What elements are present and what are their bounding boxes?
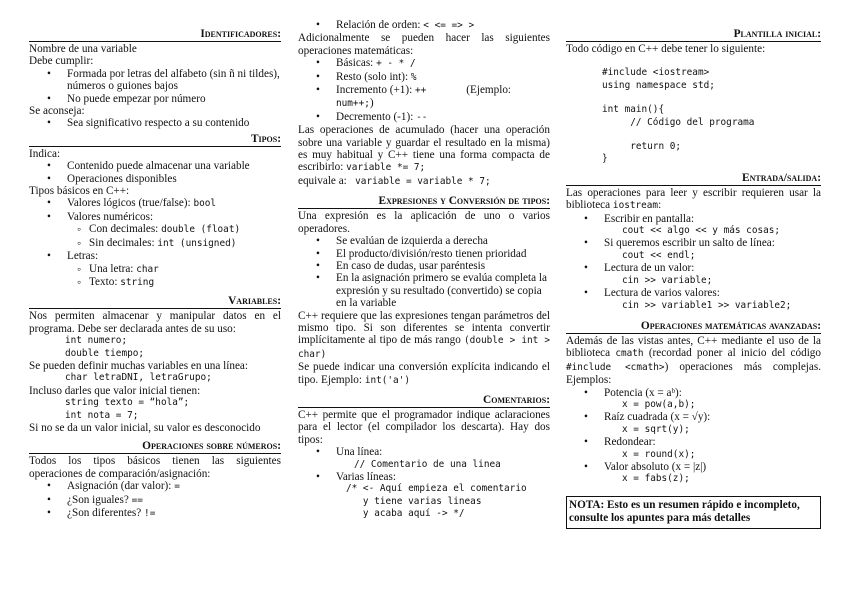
order-code: < <= => >	[423, 20, 475, 31]
variables-multi: Se pueden definir muchas variables en una línea:	[29, 359, 249, 372]
io-label: Si queremos escribir un salto de línea:	[604, 237, 775, 250]
identificadores-rules	[29, 68, 281, 105]
neq-label: ¿Son diferentes?	[67, 507, 145, 519]
comments-intro: C++ permite que el programador indique aclaraciones para el lector (el compilador los descarta). Hay dos tipos:	[298, 408, 550, 446]
math-intro-code2: #include <cmath>	[566, 361, 665, 373]
order-list	[298, 19, 550, 32]
math-intro-b: (recordad poner al inicio del código	[643, 347, 821, 360]
nodec-label: Sin decimales:	[89, 236, 158, 249]
math-list	[566, 387, 821, 486]
variables-code-3b: int nota = 7;	[65, 409, 139, 421]
comments-list	[298, 446, 550, 458]
variables-outro: Si no se da un valor inicial, su valor es desconocido	[29, 421, 261, 434]
column-3	[566, 22, 821, 529]
math-intro-code1: cmath	[615, 348, 644, 360]
dec-label: Con decimales:	[89, 223, 162, 236]
logic-label: Valores lógicos (true/false):	[67, 197, 194, 210]
list-item	[566, 287, 821, 312]
list-item	[566, 237, 821, 262]
math-label: Potencia (x = aᵇ):	[604, 386, 682, 399]
list-item	[29, 480, 281, 493]
io-intro-end: :	[658, 199, 662, 212]
rest-label: Resto (solo int):	[336, 70, 411, 83]
expr-intro: Una expresión es la aplicación de uno o varios operadores.	[298, 210, 550, 235]
comments-code-multi-2: y tiene varias lineas	[346, 495, 482, 507]
heading-variables: Variables:	[29, 295, 281, 309]
comments-code-multi-1: /* <- Aquí empieza el comentario	[346, 483, 527, 495]
list-item	[298, 84, 550, 111]
code-line: }	[602, 153, 608, 165]
note-box: NOTA: Esto es un resumen rápido e incompleto, consulte los apuntes para más detalles	[566, 496, 821, 529]
column-2	[298, 13, 550, 521]
heading-entrada-salida: Entrada/salida:	[566, 172, 821, 186]
list-item	[29, 197, 281, 210]
list-item: • El producto/división/resto tienen prioridad	[298, 248, 550, 260]
code-line: #include <iostream>	[602, 67, 710, 79]
numeric-sublist	[67, 223, 281, 250]
list-item	[566, 436, 821, 461]
one-line-label: Una línea:	[336, 446, 383, 459]
io-intro-text: Las operaciones para leer y escribir requieren usar la biblioteca	[566, 186, 821, 212]
list-item: • Formada por letras del alfabeto (sin ñ ni tildes), números o guiones bajos	[29, 68, 281, 93]
order-label: Relación de orden:	[336, 19, 424, 31]
list-item	[67, 237, 281, 250]
expr-p1-text: C++ requiere que las expresiones tengan parámetros del mismo tipo. Si son diferentes se intenta convertir implícitamente al tipo de más rango	[298, 309, 550, 347]
list-item	[298, 57, 550, 70]
comments-code-multi-3: y acaba aquí -> */	[346, 508, 465, 520]
list-item	[298, 19, 550, 32]
io-label: Lectura de varios valores:	[604, 287, 720, 300]
list-item	[29, 507, 281, 520]
tipos-basic-list	[29, 197, 281, 289]
list-item: • Se evalúan de izquierda a derecha	[298, 235, 550, 247]
rest-code: %	[410, 71, 417, 83]
variables-intro: Nos permiten almacenar y manipular datos en el programa. Debe ser declarada antes de su uso:	[29, 310, 281, 335]
equiv-text	[298, 175, 550, 188]
math-ops-list	[298, 57, 550, 124]
list-item: • En la asignación primero se evalúa completa la expresión y su resultado (convertido) se copia en la variable	[298, 272, 550, 309]
list-item	[566, 461, 821, 486]
tipos-items	[29, 160, 281, 185]
variables-code-1a: int numero;	[65, 335, 128, 347]
math-intro-a: Además de las vistas antes, C++ mediante el uso de la biblioteca	[566, 334, 821, 360]
tipos-indica: Indica:	[29, 147, 61, 160]
list-item	[29, 211, 281, 250]
letter-code: char	[136, 263, 159, 275]
comments-list-2	[298, 471, 550, 483]
list-item: • Sea significativo respecto a su contenido	[29, 117, 281, 129]
comments-code-one: // Comentario de una linea	[354, 458, 501, 470]
code-line: return 0;	[602, 141, 682, 153]
dec-label: Decremento (-1):	[336, 110, 417, 123]
variables-init: Incluso darles que valor inicial tienen:	[29, 384, 201, 397]
math-intro	[566, 335, 821, 387]
io-label: Lectura de un valor:	[604, 262, 695, 275]
code-line	[566, 92, 821, 104]
math-label: Raíz cuadrada (x = √y):	[604, 411, 711, 424]
ops-intro: Todos los tipos básicos tienen las siguientes operaciones de comparación/asignación:	[29, 455, 281, 480]
neq-code: !=	[144, 508, 156, 519]
math-code: x = pow(a,b);	[622, 398, 696, 410]
math-code: x = sqrt(y);	[622, 423, 690, 435]
heading-comentarios: Comentarios:	[298, 394, 550, 408]
template-code	[566, 67, 821, 165]
accum-label: Las operaciones de acumulado (hacer una operación sobre una variable y guardar el resultado en la misma) es muy habitual y C++ tiene una forma compacta de escribirlo:	[298, 124, 550, 174]
list-item	[566, 213, 821, 238]
ops-list	[29, 480, 281, 520]
expr-p1-code: (double > int > char)	[298, 335, 550, 360]
heading-plantilla: Plantilla inicial:	[566, 28, 821, 42]
expr-p2	[298, 361, 550, 387]
io-code: cin >> variable;	[622, 274, 713, 286]
inc-example-close: )	[369, 97, 374, 110]
list-item	[298, 111, 550, 124]
expr-p1	[298, 310, 550, 362]
heading-tipos: Tipos:	[29, 133, 281, 147]
variables-code-1b: double tiempo;	[65, 347, 145, 359]
multi-line-label: Varias líneas:	[336, 471, 396, 483]
list-item: • En caso de dudas, usar paréntesis	[298, 260, 550, 272]
letters-label: Letras:	[67, 250, 99, 263]
inc-example-code: num++;	[336, 98, 370, 110]
text-code: string	[120, 276, 155, 288]
letter-label: Una letra:	[89, 262, 137, 275]
numeric-label: Valores numéricos:	[67, 210, 154, 223]
dec-code: --	[416, 111, 428, 123]
math-code: x = fabs(z);	[622, 473, 690, 485]
equiv-label: equivale a:	[298, 174, 347, 187]
heading-operaciones: Operaciones sobre números:	[29, 440, 281, 454]
io-code: cout << endl;	[622, 249, 696, 261]
tipos-basic: Tipos básicos en C++:	[29, 185, 130, 198]
io-list	[566, 213, 821, 312]
inc-code: ++	[415, 85, 427, 97]
io-code: cin >> variable1 >> variable2;	[622, 299, 792, 311]
variables-code-2: char letraDNI, letraGrupo;	[65, 372, 212, 384]
column-1	[29, 22, 281, 520]
basic-label: Básicas:	[336, 57, 377, 70]
heading-operaciones-avanzadas: Operaciones matemáticas avanzadas:	[566, 320, 821, 334]
list-item: • Operaciones disponibles	[29, 173, 281, 185]
io-intro-code: iostream	[612, 200, 659, 212]
assign-code: =	[174, 481, 180, 493]
list-item	[298, 71, 550, 84]
list-item	[67, 263, 281, 276]
list-item	[67, 276, 281, 289]
expr-p2-code: int('a')	[364, 374, 410, 386]
list-item	[298, 446, 550, 458]
math-label: Valor absoluto (x = |z|)	[604, 460, 707, 473]
list-item	[298, 471, 550, 483]
eq-code: ==	[131, 494, 143, 506]
math-label: Redondear:	[604, 436, 656, 449]
inc-label: Incremento (+1):	[336, 84, 415, 97]
heading-identificadores: Identificadores:	[29, 28, 281, 42]
template-intro: Todo código en C++ debe tener lo siguiente:	[566, 43, 766, 55]
math-code: x = round(x);	[622, 448, 696, 460]
code-line: // Código del programa	[602, 116, 755, 128]
math-intro-c: ) operaciones más complejas. Ejemplos:	[566, 360, 822, 387]
eq-label: ¿Son iguales?	[67, 493, 132, 506]
heading-expresiones: Expresiones y Conversión de tipos:	[298, 195, 550, 209]
list-item	[566, 387, 821, 412]
logic-code: bool	[193, 198, 217, 210]
accum-code: variable *= 7;	[346, 162, 426, 174]
io-label: Escribir en pantalla:	[604, 212, 695, 225]
code-line	[566, 129, 821, 141]
list-item	[566, 411, 821, 436]
io-intro	[566, 187, 821, 213]
identificadores-must: Debe cumplir:	[29, 55, 94, 68]
list-item	[29, 250, 281, 289]
list-item	[67, 223, 281, 236]
list-item: • No puede empezar por número	[29, 93, 281, 105]
inc-example-label: (Ejemplo:	[466, 84, 512, 97]
assign-label: Asignación (dar valor):	[67, 480, 175, 493]
extra-intro: Adicionalmente se pueden hacer las siguientes operaciones matemáticas:	[298, 32, 550, 57]
text-label: Texto:	[89, 275, 121, 288]
identificadores-advice	[29, 117, 281, 129]
expr-p2-text: Se puede indicar una conversión explícita indicando el tipo. Ejemplo:	[298, 361, 550, 386]
letters-sublist	[67, 263, 281, 290]
code-line: using namespace std;	[602, 79, 715, 91]
nodec-code: int (unsigned)	[157, 237, 237, 249]
identificadores-intro: Nombre de una variable	[29, 43, 137, 55]
basic-code: + - * /	[376, 58, 416, 70]
dec-code: double (float)	[161, 224, 241, 236]
equiv-code: variable = variable * 7;	[355, 175, 491, 187]
list-item	[566, 262, 821, 287]
accum-text	[298, 124, 550, 175]
expr-list	[298, 235, 550, 309]
variables-code-3a: string texto = “hola”;	[65, 397, 190, 409]
list-item	[29, 494, 281, 507]
list-item: • Contenido puede almacenar una variable	[29, 160, 281, 172]
io-code: cout << algo << y más cosas;	[622, 225, 781, 237]
identificadores-advise: Se aconseja:	[29, 105, 85, 118]
code-line: int main(){	[602, 104, 665, 116]
